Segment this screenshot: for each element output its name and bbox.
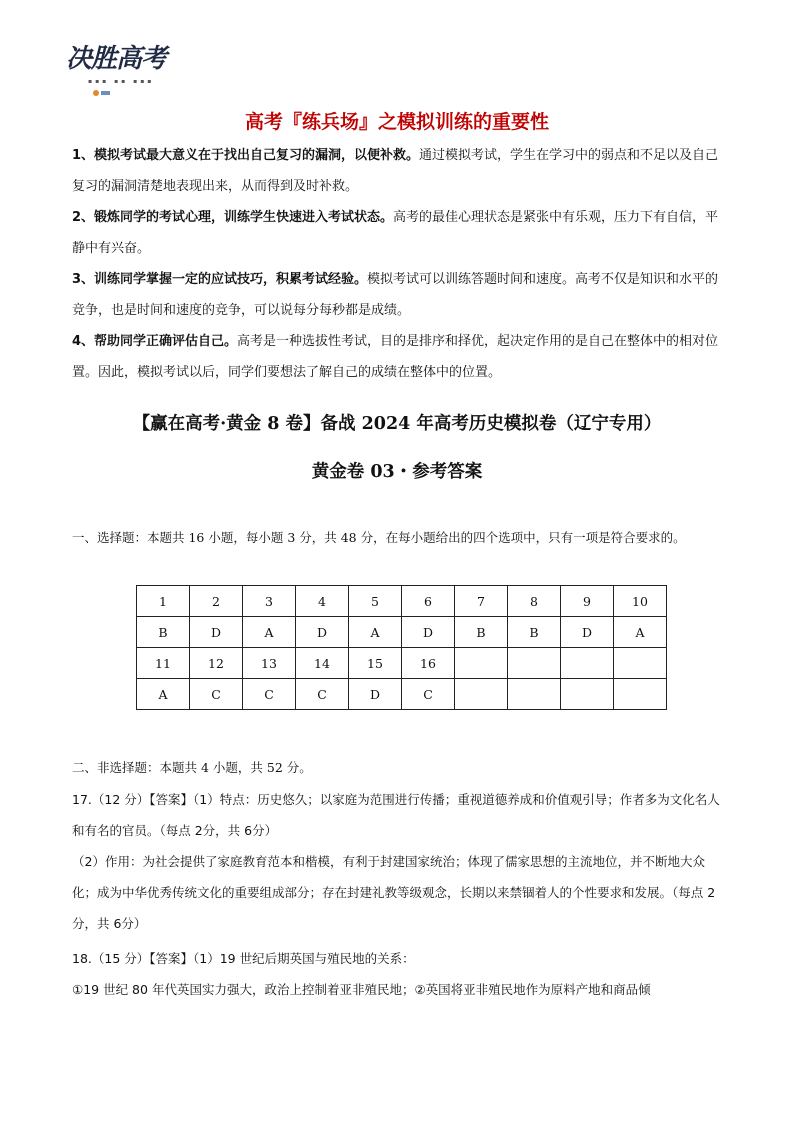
answer-table-cell: A [243, 617, 296, 648]
answer-table-cell [561, 679, 614, 710]
logo-mark-icon [92, 88, 112, 98]
answer-table-row [137, 648, 667, 679]
answer-table-cell: A [349, 617, 402, 648]
answer-table-cell: C [402, 679, 455, 710]
answer-table-cell: 7 [455, 586, 508, 617]
answer-table-cell: 16 [402, 648, 455, 679]
answer-table-cell: C [190, 679, 243, 710]
promo-item-1 [72, 140, 724, 202]
answer-table-cell: D [190, 617, 243, 648]
answer-table-cell: B [508, 617, 561, 648]
exam-title: 【赢在高考·黄金 8 卷】备战 2024 年高考历史模拟卷（辽宁专用） [132, 414, 662, 434]
answer-table-cell [455, 648, 508, 679]
answer-table-cell: B [137, 617, 190, 648]
answer-table-cell [455, 679, 508, 710]
q18-answer-line1: 18.（15 分）【答案】（1）19 世纪后期英国与殖民地的关系： [72, 951, 415, 966]
answer-table-cell: 10 [614, 586, 667, 617]
promo-item-text: 高考是一种选拔性考试，目的是排序和择优，起决定作用的是自己在整体中的相对位置。因此，模拟考试以后，同学们要想法了解自己的成绩在整体中的位置。 [72, 334, 719, 380]
answer-table-cell: C [243, 679, 296, 710]
promo-item-text: 高考的最佳心理状态是紧张中有乐观，压力下有自信，平静中有兴奋。 [72, 210, 719, 256]
answer-table-cell: 11 [137, 648, 190, 679]
section1-heading: 一、选择题：本题共 16 小题，每小题 3 分，共 48 分，在每小题给出的四个选项中，只有一项是符合要求的。 [72, 530, 686, 545]
answer-table-cell: 2 [190, 586, 243, 617]
promo-item-2 [72, 202, 724, 264]
brand-logo [66, 36, 186, 106]
answer-table-cell: C [296, 679, 349, 710]
section2-heading: 二、非选择题：本题共 4 小题，共 52 分。 [72, 760, 312, 775]
answer-table-cell [614, 679, 667, 710]
answer-table-cell: 14 [296, 648, 349, 679]
promo-item-bold: 4、帮助同学正确评估自己。 [72, 334, 238, 349]
promo-item-bold: 1、模拟考试最大意义在于找出自己复习的漏洞，以便补救。 [72, 148, 420, 163]
answer-table-cell: 12 [190, 648, 243, 679]
answer-table-cell: A [614, 617, 667, 648]
answer-table-cell: 13 [243, 648, 296, 679]
answer-table-cell: 15 [349, 648, 402, 679]
answer-table-cell [614, 648, 667, 679]
promo-item-text: 通过模拟考试，学生在学习中的弱点和不足以及自己复习的漏洞清楚地表现出来，从而得到及时补救。 [72, 148, 719, 194]
answer-table-cell: 5 [349, 586, 402, 617]
promo-item-4 [72, 326, 724, 388]
promo-item-bold: 2、锻炼同学的考试心理，训练学生快速进入考试状态。 [72, 210, 394, 225]
answer-table-cell: 8 [508, 586, 561, 617]
answer-table-cell: D [402, 617, 455, 648]
promo-title: 高考『练兵场』之模拟训练的重要性 [244, 111, 549, 133]
answer-table-cell [508, 679, 561, 710]
answer-table-cell: 6 [402, 586, 455, 617]
answer-table-cell [508, 648, 561, 679]
answer-table-cell: 3 [243, 586, 296, 617]
answer-table-cell: 4 [296, 586, 349, 617]
answer-table-cell: 1 [137, 586, 190, 617]
promo-item-text: 模拟考试可以训练答题时间和速度。高考不仅是知识和水平的竞争，也是时间和速度的竞争，可以说每分每秒都是成绩。 [72, 272, 719, 318]
answer-table-cell: D [296, 617, 349, 648]
answer-table [136, 585, 667, 710]
answer-table-cell: D [561, 617, 614, 648]
answer-table-cell: D [349, 679, 402, 710]
logo-subtext: ▪▪▪ ▪▪ ▪▪▪ [88, 78, 155, 85]
answer-table-cell [561, 648, 614, 679]
answer-table-row [137, 617, 667, 648]
q17-answer-part2: （2）作用：为社会提供了家庭教育范本和楷模，有利于封建国家统治；体现了儒家思想的主流地位，并不断地大众化；成为中华优秀传统文化的重要组成部分；存在封建礼教等级观念，长期以来禁锢着人的个性要求和发展。（每点 2分，共 6分） [72, 854, 716, 931]
promo-item-3 [72, 264, 724, 326]
q17-answer-part1: 17.（12 分）【答案】（1）特点：历史悠久；以家庭为范围进行传播；重视道德养成和价值观引导；作者多为文化名人和有名的官员。（每点 2分，共 6分） [72, 792, 720, 838]
answer-table-row [137, 586, 667, 617]
q18-answer-line2: ①19 世纪 80 年代英国实力强大，政治上控制着亚非殖民地；②英国将亚非殖民地作为原料产地和商品倾 [72, 982, 651, 997]
answer-table-row [137, 679, 667, 710]
answer-table-cell: B [455, 617, 508, 648]
answer-table-cell: 9 [561, 586, 614, 617]
logo-text: 决胜高考 [66, 44, 167, 74]
answer-table-cell: A [137, 679, 190, 710]
promo-item-bold: 3、训练同学掌握一定的应试技巧，积累考试经验。 [72, 272, 368, 287]
exam-subtitle: 黄金卷 03・参考答案 [311, 462, 483, 482]
